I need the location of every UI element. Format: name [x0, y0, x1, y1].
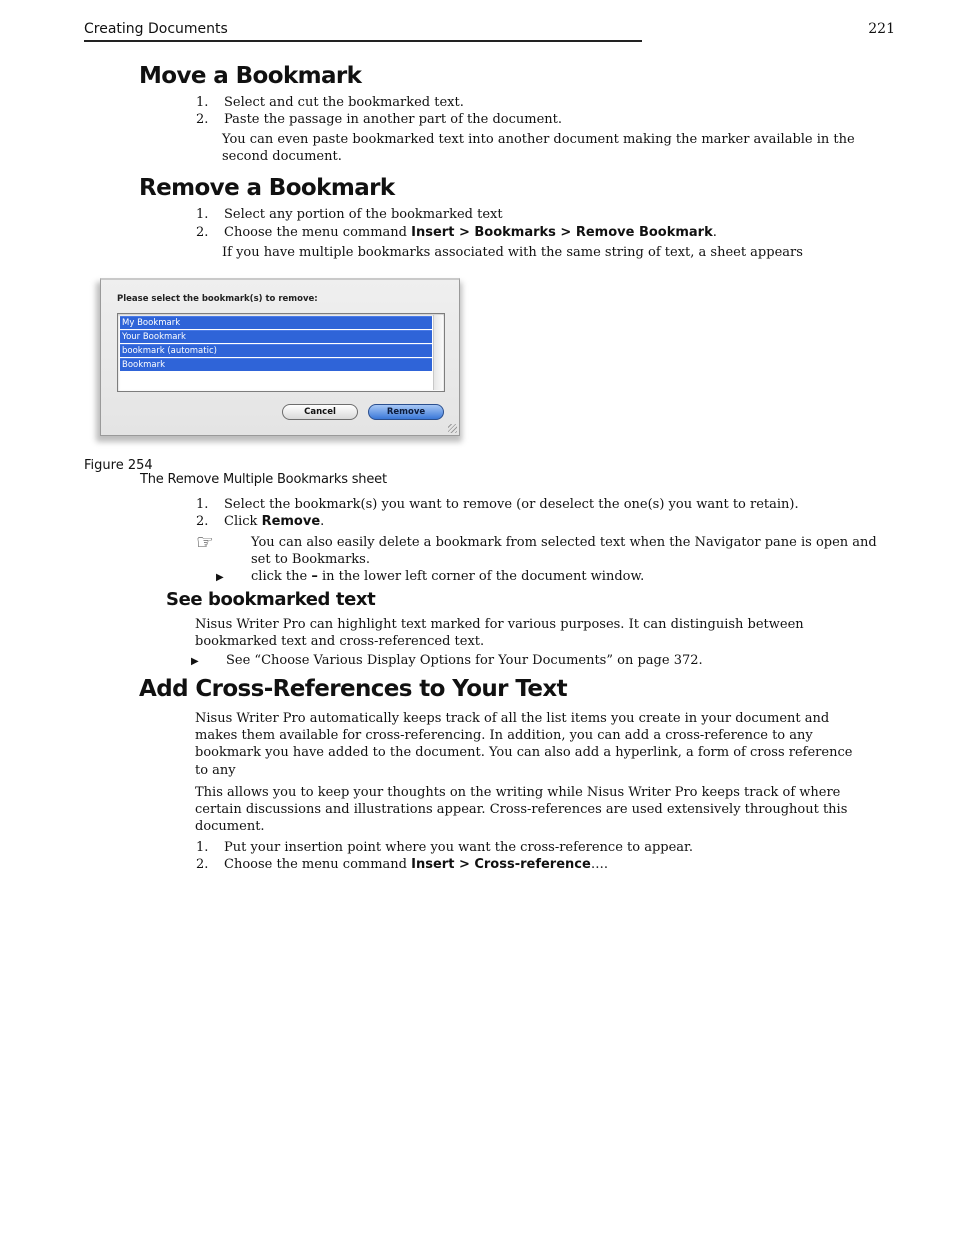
heading-see-bookmarked-text: See bookmarked text — [166, 589, 376, 610]
step-text: Paste the passage in another part of the document. — [224, 112, 563, 127]
step-suffix: . — [320, 514, 325, 529]
step-suffix: . — [712, 225, 717, 240]
paragraph-line: to any — [195, 762, 236, 778]
remove-button[interactable]: Remove — [368, 404, 444, 420]
resize-grip-icon[interactable] — [448, 424, 457, 433]
step-number: 2. — [196, 225, 209, 240]
triangle-bullet-icon: ▶ — [191, 656, 199, 667]
cross-ref-paragraph-1 — [195, 710, 852, 779]
page-header — [84, 20, 895, 42]
step-number: 2. — [196, 112, 209, 127]
paragraph-line: document. — [195, 819, 265, 835]
triangle-bullet-icon: ▶ — [216, 572, 224, 583]
step-number: 1. — [196, 207, 209, 222]
section-title: Creating Documents — [84, 21, 228, 37]
heading-move-bookmark: Move a Bookmark — [139, 63, 362, 89]
tip-sub-suffix: in the lower left corner of the document window. — [317, 569, 645, 584]
sheet-body — [100, 278, 460, 436]
step-text — [224, 856, 608, 873]
bookmark-list[interactable] — [117, 313, 445, 392]
sheet-prompt: Please select the bookmark(s) to remove: — [117, 294, 318, 304]
menu-command: Insert > Cross-reference — [411, 857, 591, 872]
paragraph-line: This allows you to keep your thoughts on the writing while Nisus Writer Pro keeps track of where — [195, 785, 841, 800]
paragraph-line: Nisus Writer Pro can highlight text marked for various purposes. It can distinguish between — [195, 617, 804, 632]
paragraph-line: bookmarked text and cross-referenced text. — [195, 634, 485, 650]
list-scrollbar[interactable] — [433, 315, 443, 390]
list-item[interactable]: Your Bookmark — [120, 330, 432, 343]
see-bookmarked-paragraph — [195, 616, 804, 650]
step-number: 1. — [196, 497, 209, 512]
step-text: Select any portion of the bookmarked text — [224, 207, 503, 222]
step-suffix: …. — [590, 857, 608, 872]
tip-sub-text — [251, 568, 644, 585]
step-text: Select and cut the bookmarked text. — [224, 95, 464, 110]
menu-command: – — [311, 569, 318, 584]
move-note-line: second document. — [222, 149, 342, 165]
cross-reference-link[interactable]: See “Choose Various Display Options for Your Documents” on page 372. — [226, 653, 703, 668]
paragraph-line: Nisus Writer Pro automatically keeps track of all the list items you create in your document and — [195, 711, 830, 726]
remove-note: If you have multiple bookmarks associated with the same string of text, a sheet appears — [222, 245, 803, 260]
tip-text — [251, 534, 877, 568]
step-number: 1. — [196, 95, 209, 110]
heading-remove-bookmark: Remove a Bookmark — [139, 175, 395, 201]
step-number: 2. — [196, 514, 209, 529]
step-text: Put your insertion point where you want the cross-reference to appear. — [224, 840, 693, 855]
step-prefix: Choose the menu command — [224, 857, 412, 872]
paragraph-line: bookmark you have added to the document. You can also add a hyperlink, a form of cross reference — [195, 745, 853, 761]
figure-caption: The Remove Multiple Bookmarks sheet — [140, 472, 387, 487]
header-rule — [84, 40, 642, 42]
step-number: 2. — [196, 857, 209, 872]
step-prefix: Choose the menu command — [224, 225, 412, 240]
page-number: 221 — [868, 21, 895, 37]
menu-command: Insert > Bookmarks > Remove Bookmark — [411, 225, 713, 240]
move-note — [222, 131, 855, 165]
step-text: Select the bookmark(s) you want to remove (or deselect the one(s) you want to retain). — [224, 497, 799, 512]
remove-bookmarks-sheet — [92, 278, 464, 444]
pointing-hand-icon: ☞ — [196, 530, 214, 554]
tip-line: set to Bookmarks. — [251, 552, 370, 568]
figure-number: Figure 254 — [84, 458, 153, 473]
paragraph-line: certain discussions and illustrations appear. Cross-references are used extensively throughout this — [195, 802, 848, 818]
cross-ref-paragraph-2 — [195, 784, 847, 836]
list-item[interactable]: bookmark (automatic) — [120, 344, 432, 357]
heading-add-cross-references: Add Cross-References to Your Text — [139, 676, 567, 702]
paragraph-line: makes them available for cross-referencing. In addition, you can add a cross-reference to any — [195, 728, 813, 744]
step-text — [224, 224, 717, 241]
step-number: 1. — [196, 840, 209, 855]
tip-line: You can also easily delete a bookmark from selected text when the Navigator pane is open and — [251, 535, 877, 550]
tip-sub-prefix: click the — [251, 569, 312, 584]
step-prefix: Click — [224, 514, 262, 529]
menu-command: Remove — [261, 514, 321, 529]
list-item[interactable]: My Bookmark — [120, 316, 432, 329]
list-item[interactable]: Bookmark — [120, 358, 432, 371]
cancel-button[interactable]: Cancel — [282, 404, 358, 420]
move-note-line: You can even paste bookmarked text into another document making the marker available in the — [222, 132, 855, 147]
step-text — [224, 513, 324, 530]
